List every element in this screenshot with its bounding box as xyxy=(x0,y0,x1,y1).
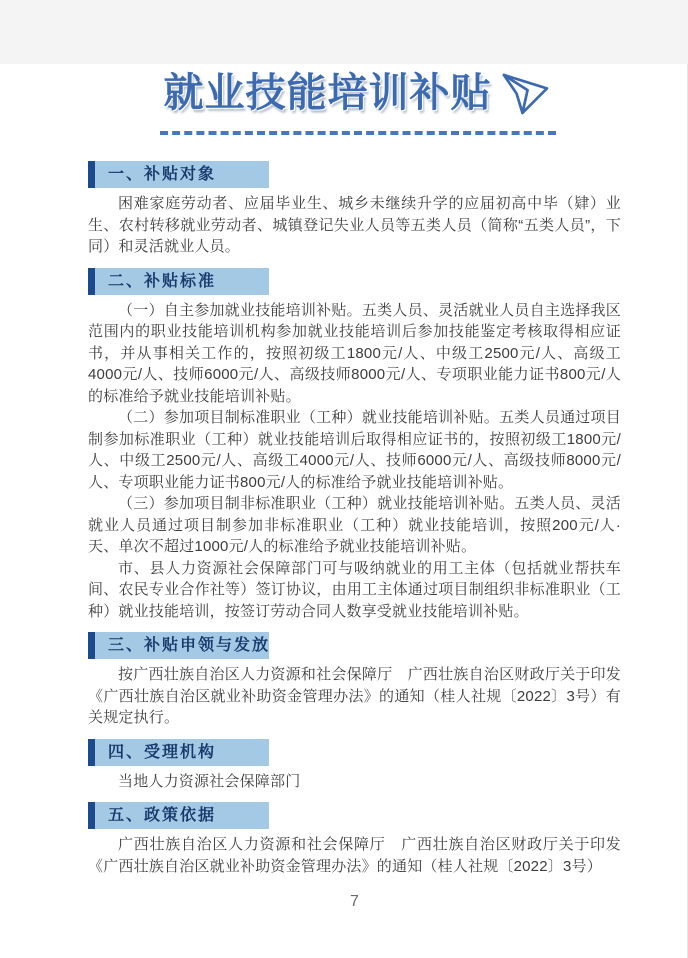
section-heading: 二、补贴标准 xyxy=(108,272,217,290)
section-heading: 三、补贴申领与发放 xyxy=(108,637,271,654)
paragraph: 市、县人力资源社会保障部门可与吸纳就业的用工主体（包括就业帮扶车间、农民专业合作社等）签订协议，由用工主体通过项目制组织非标准职业（工种）就业技能培训，按签订劳动合同人数享受就业技能培训补贴。 xyxy=(88,559,621,620)
section-heading-bar xyxy=(88,632,269,659)
section-heading-bar xyxy=(88,268,269,295)
page-title: 就业技能培训补贴 xyxy=(163,71,492,115)
title-block xyxy=(160,64,556,135)
section-application-and-distribution xyxy=(88,632,621,729)
paragraph: （二）参加项目制标准职业（工种）就业技能培训补贴。五类人员通过项目制参加标准职业（工种）就业技能培训后取得相应证书的，按照初级工1800元/人、中级工2500元/人、高级工4000元/人、技师6000元/人、高级技师8000元/人、专项职业能力证书800元/人的标准给予就业技能培训补贴。 xyxy=(88,409,621,491)
section-heading: 五、政策依据 xyxy=(108,807,217,824)
paragraph: （一）自主参加就业技能培训补贴。五类人员、灵活就业人员自主选择我区范围内的职业技能培训机构参加就业技能培训后参加技能鉴定考核取得相应证书，并从事相关工作的，按照初级工1800元/人、中级工2500元/人、高级工4000元/人、技师6000元/人、高级技师8000元/人、专项职业能力证书800元/人的标准给予就业技能培训补贴。 xyxy=(88,301,621,405)
paragraph: 困难家庭劳动者、应届毕业生、城乡未继续升学的应届初高中毕（肄）业生、农村转移就业劳动者、城镇登记失业人员等五类人员（简称“五类人员”，下同）和灵活就业人员。 xyxy=(88,195,621,255)
document-content xyxy=(0,161,687,911)
section-heading-bar xyxy=(88,802,269,829)
document-page xyxy=(0,64,688,958)
section-heading: 四、受理机构 xyxy=(108,743,217,761)
paragraph: 当地人力资源社会保障部门 xyxy=(118,772,301,790)
section-heading-bar xyxy=(88,739,269,766)
section-accepting-agency xyxy=(88,739,621,793)
paper-plane-icon xyxy=(498,64,552,118)
section-policy-basis xyxy=(88,802,621,877)
paragraph: 按广西壮族自治区人力资源和社会保障厅 广西壮族自治区财政厅关于印发《广西壮族自治区就业补助资金管理办法》的通知（桂人社规〔2022〕3号）有关规定执行。 xyxy=(88,666,621,726)
section-subsidy-standards xyxy=(88,268,621,623)
paragraph: 广西壮族自治区人力资源和社会保障厅 广西壮族自治区财政厅关于印发《广西壮族自治区就业补助资金管理办法》的通知（桂人社规〔2022〕3号） xyxy=(88,836,621,875)
paragraph: （三）参加项目制非标准职业（工种）就业技能培训补贴。五类人员、灵活就业人员通过项目制参加非标准职业（工种）就业技能培训，按照200元/人·天、单次不超过1000元/人的标准给予就业技能培训补贴。 xyxy=(88,495,621,555)
section-heading: 一、补贴对象 xyxy=(108,166,217,183)
page-number: 7 xyxy=(350,893,359,910)
section-heading-bar xyxy=(88,161,269,188)
section-subsidy-targets xyxy=(88,161,621,258)
